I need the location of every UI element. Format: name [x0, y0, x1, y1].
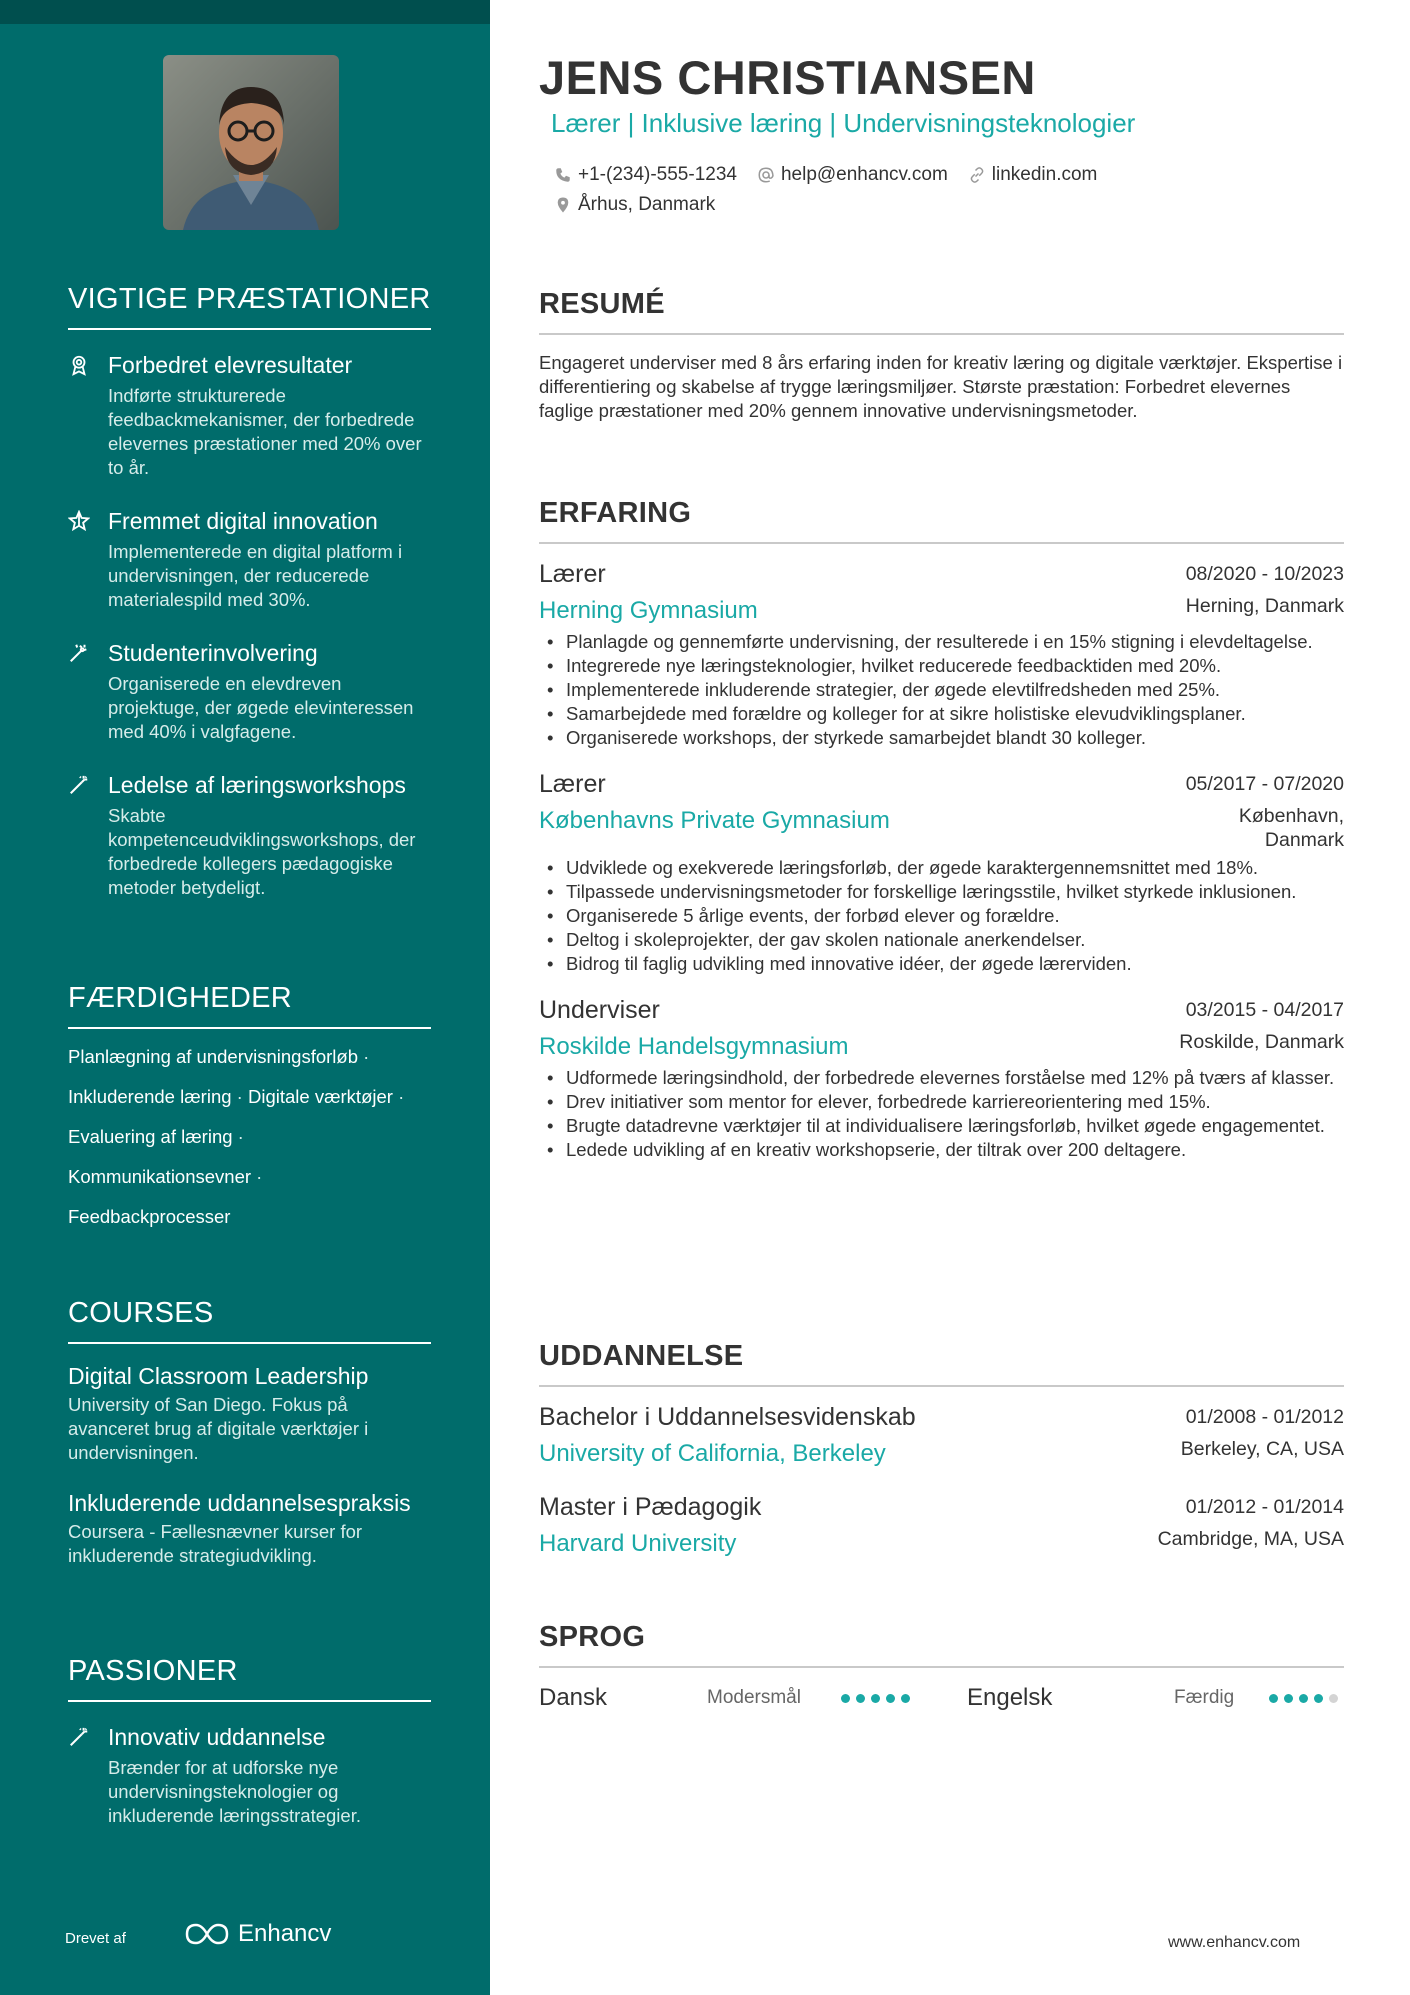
email-contact[interactable]	[757, 164, 948, 186]
rating-dot	[1284, 1694, 1293, 1703]
job-entry	[539, 768, 1344, 976]
phone-contact[interactable]	[554, 164, 737, 186]
language-rating	[841, 1694, 910, 1703]
enhancv-logo-icon	[184, 1921, 230, 1947]
summary-title: RESUMÉ	[539, 288, 1344, 335]
achievements-section	[68, 283, 431, 900]
brand-logo[interactable]	[184, 1920, 331, 1948]
phone-text: +1-(234)-555-1234	[578, 164, 737, 185]
job-bullet: • Drev initiativer som mentor for elever, forbedrede karriereorientering med 15%.	[539, 1090, 1344, 1114]
sidebar	[0, 0, 490, 1995]
job-title: Lærer	[539, 560, 606, 588]
job-company: Københavns Private Gymnasium	[539, 807, 890, 834]
at-icon	[757, 166, 775, 184]
footer-url[interactable]: www.enhancv.com	[1168, 1934, 1301, 1951]
magic-wand-icon	[68, 1726, 90, 1748]
achievements-title: VIGTIGE PRÆSTATIONER	[68, 283, 431, 330]
course-item	[68, 1362, 431, 1465]
school-location: Cambridge, MA, USA	[1157, 1528, 1344, 1550]
school: University of California, Berkeley	[539, 1440, 886, 1467]
language-name: Engelsk	[967, 1684, 1053, 1711]
achievement-desc: Skabte kompetenceudviklingsworkshops, der forbedrede kollegers pædagogiske metoder betydeligt.	[108, 805, 416, 898]
course-desc: Coursera - Fællesnævner kurser for inkluderende strategiudvikling.	[68, 1521, 363, 1566]
job-bullet: • Samarbejdede med forældre og kolleger for at sikre holistiske elevudviklingsplaner.	[539, 702, 1344, 726]
courses-title: COURSES	[68, 1297, 431, 1344]
star-icon	[68, 510, 90, 532]
location-pin-icon	[554, 196, 572, 214]
skills-title: FÆRDIGHEDER	[68, 982, 431, 1029]
language-level: Modersmål	[707, 1687, 801, 1708]
job-bullet: • Bidrog til faglig udvikling med innovative idéer, der øgede lærerviden.	[539, 952, 1344, 976]
skill-line: Kommunikationsevner ·	[68, 1166, 263, 1187]
courses-section	[68, 1297, 431, 1568]
job-bullet: • Udviklede og exekverede læringsforløb, der øgede karaktergennemsnittet med 18%.	[539, 856, 1344, 880]
achievement-title: Studenterinvolvering	[108, 640, 318, 666]
rating-dot	[871, 1694, 880, 1703]
job-title: Underviser	[539, 996, 660, 1024]
skill-line	[68, 1205, 431, 1229]
skill-item: Kommunikationsevner	[68, 1166, 252, 1187]
job-entry	[539, 994, 1344, 1162]
skill-item: Planlægning af undervisningsforløb	[68, 1046, 359, 1067]
language-level: Færdig	[1174, 1687, 1235, 1708]
rating-dot	[1329, 1694, 1338, 1703]
profile-photo	[163, 55, 339, 230]
job-dates: 03/2015 - 04/2017	[1185, 999, 1344, 1021]
summary-section	[539, 288, 1344, 423]
skill-line: Inkluderende læring · Digitale værktøjer ·	[68, 1086, 405, 1107]
achievement-title: Fremmet digital innovation	[108, 508, 378, 534]
job-bullet: • Organiserede workshops, der styrkede samarbejdet blandt 30 kolleger.	[539, 726, 1344, 750]
course-desc: University of San Diego. Fokus på avanceret brug af digitale værktøjer i undervisningen.	[68, 1394, 369, 1463]
languages-section	[539, 1621, 1344, 1714]
award-icon	[68, 354, 90, 376]
powered-by-label: Drevet af	[65, 1930, 126, 1947]
skill-line: Evaluering af læring ·	[68, 1126, 244, 1147]
job-location: København, Danmark	[1238, 805, 1344, 851]
job-title: Lærer	[539, 770, 606, 798]
rating-dot	[1314, 1694, 1323, 1703]
job-bullet: • Udformede læringsindhold, der forbedrede elevernes forståelse med 12% på tværs af klasser.	[539, 1066, 1344, 1090]
skills-list	[68, 1045, 431, 1229]
summary-text: Engageret underviser med 8 års erfaring inden for kreativ læring og digitale værktøjer. Ekspertise i differentiering og skabelse af trygge læringsmiljøer. Største præstation: Forbedret elevernes faglige præstationer med 20% gennem innovative undervisningsmetoder.	[539, 352, 1343, 421]
achievement-title: Ledelse af læringsworkshops	[108, 772, 406, 798]
achievement-item	[68, 770, 431, 900]
degree: Master i Pædagogik	[539, 1493, 762, 1521]
sidebar-top-bar	[0, 0, 490, 24]
achievement-item	[68, 638, 431, 744]
passion-desc: Brænder for at udforske nye undervisningsteknologier og inkluderende læringsstrategier.	[108, 1757, 361, 1826]
education-title: UDDANNELSE	[539, 1340, 1344, 1387]
rating-dot	[1299, 1694, 1308, 1703]
language-name: Dansk	[539, 1684, 608, 1711]
passions-title: PASSIONER	[68, 1655, 431, 1702]
link-icon	[968, 166, 986, 184]
job-bullet: • Integrerede nye læringsteknologier, hvilket reducerede feedbacktiden med 20%.	[539, 654, 1344, 678]
job-location: Herning, Danmark	[1185, 595, 1344, 617]
location-contact	[554, 194, 715, 216]
experience-title: ERFARING	[539, 497, 1344, 544]
passions-section	[68, 1655, 431, 1828]
location-text: Århus, Danmark	[578, 194, 716, 215]
rating-dot	[1269, 1694, 1278, 1703]
languages-row	[539, 1682, 1344, 1714]
job-bullet: • Planlagde og gennemførte undervisning, der resulterede i en 15% stigning i elevdeltagelse.	[539, 630, 1344, 654]
passion-item	[68, 1722, 431, 1828]
job-bullet: • Ledede udvikling af en kreativ workshopserie, der tiltrak over 200 deltagere.	[539, 1138, 1344, 1162]
job-company: Roskilde Handelsgymnasium	[539, 1033, 849, 1060]
passion-title: Innovativ uddannelse	[108, 1724, 326, 1750]
job-location: Roskilde, Danmark	[1179, 1031, 1344, 1053]
job-entry	[539, 558, 1344, 750]
school-location: Berkeley, CA, USA	[1180, 1438, 1344, 1460]
magic-wand-icon	[68, 774, 90, 796]
languages-title: SPROG	[539, 1621, 1344, 1668]
job-bullet: • Implementerede inkluderende strategier, der øgede elevtilfredsheden med 25%.	[539, 678, 1344, 702]
skill-item: Digitale værktøjer	[247, 1086, 393, 1107]
education-section	[539, 1340, 1344, 1559]
rating-dot	[856, 1694, 865, 1703]
job-company: Herning Gymnasium	[539, 597, 758, 624]
job-bullets	[539, 856, 1344, 976]
skill-item: Feedbackprocesser	[68, 1206, 231, 1227]
experience-section	[539, 497, 1344, 1162]
skill-item: Inkluderende læring	[68, 1086, 232, 1107]
language-item	[539, 1684, 914, 1712]
achievement-item	[68, 350, 431, 480]
education-entry	[539, 1491, 1344, 1559]
rating-dot	[901, 1694, 910, 1703]
candidate-name: JENS CHRISTIANSEN	[539, 51, 1036, 104]
achievement-desc: Indførte strukturerede feedbackmekanismer, der forbedrede elevernes præstationer med 20% over to år.	[108, 385, 422, 478]
skill-line: Planlægning af undervisningsforløb ·	[68, 1046, 370, 1067]
job-dates: 08/2020 - 10/2023	[1185, 563, 1344, 585]
achievement-desc: Organiserede en elevdreven projektuge, der øgede elevinteressen med 40% i valgfagene.	[108, 673, 414, 742]
linkedin-contact[interactable]	[968, 164, 1098, 186]
education-dates: 01/2012 - 01/2014	[1185, 1496, 1344, 1518]
course-item	[68, 1489, 431, 1568]
job-bullet: • Brugte datadrevne værktøjer til at individualisere læringsforløb, hvilket øgede engagementet.	[539, 1114, 1344, 1138]
school: Harvard University	[539, 1530, 737, 1557]
email-text: help@enhancv.com	[780, 164, 948, 185]
education-entry	[539, 1401, 1344, 1469]
job-bullet: • Deltog i skoleprojekter, der gav skolen nationale anerkendelser.	[539, 928, 1344, 952]
rating-dot	[886, 1694, 895, 1703]
job-bullet: • Tilpassede undervisningsmetoder for forskellige læringsstile, hvilket styrkede inklusionen.	[539, 880, 1344, 904]
job-bullets	[539, 630, 1344, 750]
contact-info	[554, 160, 1097, 220]
achievement-title: Forbedret elevresultater	[108, 352, 353, 378]
headline: Lærer | Inklusive læring | Undervisningsteknologier	[551, 108, 1136, 138]
achievement-item	[68, 506, 431, 612]
achievement-desc: Implementerede en digital platform i undervisningen, der reducerede materialespild med 30%.	[108, 541, 403, 610]
education-dates: 01/2008 - 01/2012	[1185, 1406, 1344, 1428]
job-dates: 05/2017 - 07/2020	[1185, 773, 1344, 795]
course-title: Inkluderende uddannelsespraksis	[68, 1490, 411, 1516]
linkedin-text: linkedin.com	[991, 164, 1098, 185]
rating-dot	[841, 1694, 850, 1703]
degree: Bachelor i Uddannelsesvidenskab	[539, 1403, 916, 1431]
job-bullet: • Organiserede 5 årlige events, der forbød elever og forældre.	[539, 904, 1344, 928]
language-item	[967, 1684, 1342, 1712]
skills-section	[68, 982, 431, 1229]
skill-item: Evaluering af læring	[68, 1126, 233, 1147]
brand-name: Enhancv	[238, 1920, 332, 1947]
language-rating	[1269, 1694, 1338, 1703]
tools-icon	[68, 642, 90, 664]
job-bullets	[539, 1066, 1344, 1162]
phone-icon	[554, 166, 572, 184]
course-title: Digital Classroom Leadership	[68, 1363, 369, 1389]
